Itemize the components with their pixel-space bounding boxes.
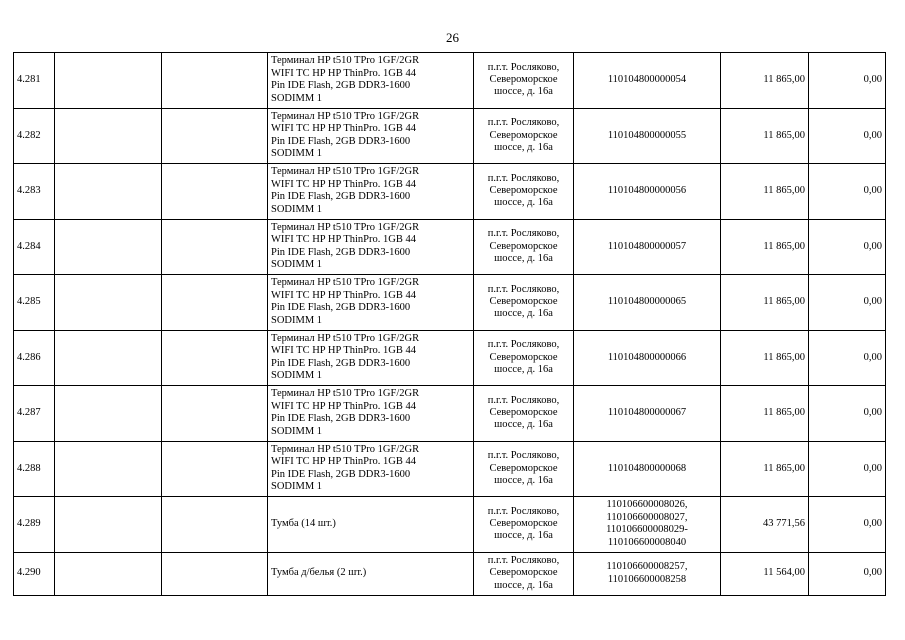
- address-line: Североморское: [489, 567, 558, 579]
- residual-value-cell: 0,00: [809, 275, 886, 331]
- inventory-line: 110104800000065: [607, 296, 687, 308]
- asset-name-cell: [268, 219, 474, 275]
- address-cell: [474, 330, 574, 386]
- residual-value-cell: 0,00: [809, 164, 886, 220]
- name-line: Pin IDE Flash, 2GB DDR3-1600: [271, 302, 411, 314]
- empty-cell: [55, 441, 162, 497]
- address-line: п.г.т. Росляково,: [487, 554, 560, 566]
- address-line: п.г.т. Росляково,: [487, 117, 560, 129]
- inventory-line: 110104800000054: [607, 74, 687, 86]
- row-number-cell: 4.285: [14, 275, 55, 331]
- book-value-cell: 11 865,00: [721, 164, 809, 220]
- row-number-cell: 4.282: [14, 108, 55, 164]
- name-line: Терминал HP t510 TPro 1GF/2GR: [271, 388, 420, 400]
- name-line: Pin IDE Flash, 2GB DDR3-1600: [271, 80, 411, 92]
- asset-registry-table: [13, 52, 886, 596]
- inventory-line: 110104800000067: [607, 407, 687, 419]
- inventory-line: 110106600008026,: [606, 499, 688, 511]
- inventory-number-cell: [574, 441, 721, 497]
- inventory-line: 110104800000066: [607, 351, 687, 363]
- empty-cell: [55, 497, 162, 553]
- inventory-number-cell: [574, 108, 721, 164]
- address-line: шоссе, д. 16а: [494, 252, 553, 264]
- book-value-cell: 11 865,00: [721, 219, 809, 275]
- row-number-cell: 4.284: [14, 219, 55, 275]
- name-line: WIFI TC HP HP ThinPro. 1GB 44: [271, 345, 416, 357]
- address-cell: [474, 108, 574, 164]
- inventory-line: 110104800000056: [607, 185, 687, 197]
- table-row: [14, 164, 886, 220]
- address-cell: [474, 386, 574, 442]
- address-cell: [474, 497, 574, 553]
- address-cell: [474, 275, 574, 331]
- name-line: Терминал HP t510 TPro 1GF/2GR: [271, 110, 420, 122]
- residual-value-cell: 0,00: [809, 552, 886, 595]
- asset-name-cell: [268, 497, 474, 553]
- name-line: SODIMM 1: [271, 425, 323, 437]
- name-line: WIFI TC HP HP ThinPro. 1GB 44: [271, 400, 416, 412]
- address-cell: [474, 552, 574, 595]
- book-value-cell: 11 865,00: [721, 108, 809, 164]
- empty-cell: [55, 108, 162, 164]
- table-row: [14, 441, 886, 497]
- inventory-number-cell: [574, 330, 721, 386]
- address-line: Североморское: [489, 407, 558, 419]
- address-line: шоссе, д. 16а: [494, 86, 553, 98]
- empty-cell: [55, 386, 162, 442]
- address-line: шоссе, д. 16а: [494, 579, 553, 591]
- address-line: Североморское: [489, 296, 558, 308]
- table-row: [14, 386, 886, 442]
- name-line: Pin IDE Flash, 2GB DDR3-1600: [271, 357, 411, 369]
- name-line: Терминал HP t510 TPro 1GF/2GR: [271, 55, 420, 67]
- address-line: Североморское: [489, 129, 558, 141]
- table-row: [14, 497, 886, 553]
- name-line: WIFI TC HP HP ThinPro. 1GB 44: [271, 178, 416, 190]
- address-line: Североморское: [489, 74, 558, 86]
- row-number-cell: 4.290: [14, 552, 55, 595]
- inventory-line: 110106600008258: [607, 573, 687, 585]
- inventory-line: 110106600008027,: [606, 511, 688, 523]
- name-line: WIFI TC HP HP ThinPro. 1GB 44: [271, 456, 416, 468]
- name-line: Терминал HP t510 TPro 1GF/2GR: [271, 166, 420, 178]
- residual-value-cell: 0,00: [809, 53, 886, 109]
- address-line: шоссе, д. 16а: [494, 363, 553, 375]
- book-value-cell: 11 865,00: [721, 330, 809, 386]
- table-row: [14, 275, 886, 331]
- empty-cell: [162, 219, 268, 275]
- address-line: п.г.т. Росляково,: [487, 283, 560, 295]
- row-number-cell: 4.283: [14, 164, 55, 220]
- address-line: Североморское: [489, 351, 558, 363]
- name-line: Pin IDE Flash, 2GB DDR3-1600: [271, 191, 411, 203]
- empty-cell: [55, 219, 162, 275]
- name-line: WIFI TC HP HP ThinPro. 1GB 44: [271, 123, 416, 135]
- residual-value-cell: 0,00: [809, 219, 886, 275]
- empty-cell: [55, 164, 162, 220]
- book-value-cell: 11 865,00: [721, 386, 809, 442]
- asset-name-cell: [268, 552, 474, 595]
- inventory-number-cell: [574, 275, 721, 331]
- empty-cell: [162, 552, 268, 595]
- asset-name-cell: [268, 164, 474, 220]
- address-line: шоссе, д. 16а: [494, 419, 553, 431]
- inventory-number-cell: [574, 552, 721, 595]
- residual-value-cell: 0,00: [809, 497, 886, 553]
- asset-name-cell: [268, 441, 474, 497]
- name-line: SODIMM 1: [271, 370, 323, 382]
- empty-cell: [55, 53, 162, 109]
- name-line: Терминал HP t510 TPro 1GF/2GR: [271, 443, 420, 455]
- inventory-line: 110106600008257,: [606, 561, 688, 573]
- empty-cell: [162, 164, 268, 220]
- inventory-number-cell: [574, 386, 721, 442]
- address-cell: [474, 441, 574, 497]
- address-line: п.г.т. Росляково,: [487, 61, 560, 73]
- name-line: WIFI TC HP HP ThinPro. 1GB 44: [271, 67, 416, 79]
- address-line: шоссе, д. 16а: [494, 474, 553, 486]
- empty-cell: [55, 275, 162, 331]
- inventory-number-cell: [574, 53, 721, 109]
- address-cell: [474, 164, 574, 220]
- asset-name-cell: [268, 275, 474, 331]
- inventory-number-cell: [574, 219, 721, 275]
- address-line: п.г.т. Росляково,: [487, 172, 560, 184]
- residual-value-cell: 0,00: [809, 386, 886, 442]
- inventory-line: 110104800000057: [607, 240, 687, 252]
- name-line: Тумба д/белья (2 шт.): [271, 567, 367, 579]
- name-line: Pin IDE Flash, 2GB DDR3-1600: [271, 135, 411, 147]
- asset-name-cell: [268, 386, 474, 442]
- address-line: шоссе, д. 16а: [494, 308, 553, 320]
- row-number-cell: 4.286: [14, 330, 55, 386]
- address-line: Североморское: [489, 240, 558, 252]
- address-line: Североморское: [489, 462, 558, 474]
- address-line: шоссе, д. 16а: [494, 141, 553, 153]
- address-line: п.г.т. Росляково,: [487, 505, 560, 517]
- name-line: Терминал HP t510 TPro 1GF/2GR: [271, 332, 420, 344]
- name-line: Терминал HP t510 TPro 1GF/2GR: [271, 277, 420, 289]
- empty-cell: [55, 330, 162, 386]
- table-row: [14, 330, 886, 386]
- book-value-cell: 11 865,00: [721, 53, 809, 109]
- asset-name-cell: [268, 53, 474, 109]
- address-line: п.г.т. Росляково,: [487, 339, 560, 351]
- book-value-cell: 11 865,00: [721, 441, 809, 497]
- address-cell: [474, 53, 574, 109]
- address-line: Североморское: [489, 518, 558, 530]
- name-line: WIFI TC HP HP ThinPro. 1GB 44: [271, 234, 416, 246]
- empty-cell: [55, 552, 162, 595]
- table-row: [14, 219, 886, 275]
- name-line: SODIMM 1: [271, 314, 323, 326]
- inventory-line: 110104800000068: [607, 462, 687, 474]
- empty-cell: [162, 53, 268, 109]
- inventory-number-cell: [574, 497, 721, 553]
- address-line: п.г.т. Росляково,: [487, 394, 560, 406]
- inventory-number-cell: [574, 164, 721, 220]
- name-line: Pin IDE Flash, 2GB DDR3-1600: [271, 246, 411, 258]
- empty-cell: [162, 275, 268, 331]
- residual-value-cell: 0,00: [809, 330, 886, 386]
- page-number: 26: [446, 30, 459, 45]
- table-row: [14, 108, 886, 164]
- name-line: WIFI TC HP HP ThinPro. 1GB 44: [271, 289, 416, 301]
- row-number-cell: 4.281: [14, 53, 55, 109]
- inventory-line: 110106600008040: [607, 536, 687, 548]
- row-number-cell: 4.289: [14, 497, 55, 553]
- inventory-line: 110106600008029-: [606, 524, 688, 536]
- empty-cell: [162, 497, 268, 553]
- name-line: SODIMM 1: [271, 203, 323, 215]
- asset-name-cell: [268, 108, 474, 164]
- empty-cell: [162, 330, 268, 386]
- empty-cell: [162, 441, 268, 497]
- name-line: Pin IDE Flash, 2GB DDR3-1600: [271, 413, 411, 425]
- name-line: Терминал HP t510 TPro 1GF/2GR: [271, 221, 420, 233]
- name-line: SODIMM 1: [271, 92, 323, 104]
- name-line: Pin IDE Flash, 2GB DDR3-1600: [271, 468, 411, 480]
- row-number-cell: 4.287: [14, 386, 55, 442]
- empty-cell: [162, 108, 268, 164]
- inventory-line: 110104800000055: [607, 129, 687, 141]
- empty-cell: [162, 386, 268, 442]
- name-line: SODIMM 1: [271, 148, 323, 160]
- address-line: шоссе, д. 16а: [494, 197, 553, 209]
- name-line: SODIMM 1: [271, 259, 323, 271]
- asset-name-cell: [268, 330, 474, 386]
- book-value-cell: 11 865,00: [721, 275, 809, 331]
- row-number-cell: 4.288: [14, 441, 55, 497]
- residual-value-cell: 0,00: [809, 441, 886, 497]
- address-line: п.г.т. Росляково,: [487, 450, 560, 462]
- book-value-cell: 11 564,00: [721, 552, 809, 595]
- book-value-cell: 43 771,56: [721, 497, 809, 553]
- name-line: SODIMM 1: [271, 481, 323, 493]
- address-line: шоссе, д. 16а: [494, 530, 553, 542]
- table-row: [14, 53, 886, 109]
- address-line: п.г.т. Росляково,: [487, 228, 560, 240]
- address-line: Североморское: [489, 185, 558, 197]
- residual-value-cell: 0,00: [809, 108, 886, 164]
- name-line: Тумба (14 шт.): [271, 518, 336, 530]
- address-cell: [474, 219, 574, 275]
- table-row: [14, 552, 886, 595]
